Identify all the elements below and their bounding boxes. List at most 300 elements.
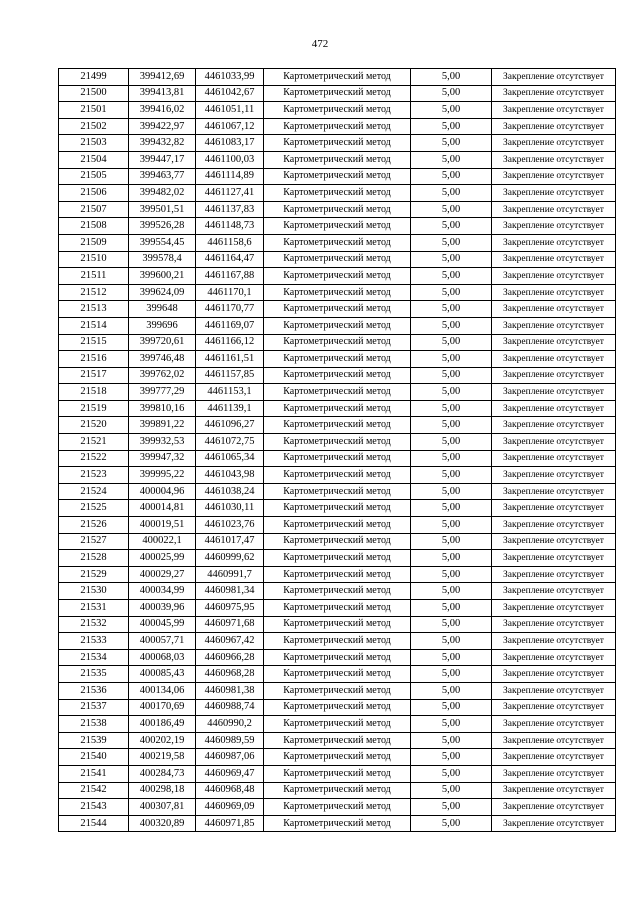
method-cell: Картометрический метод [264, 566, 411, 583]
method-cell: Картометрический метод [264, 583, 411, 600]
precision-cell: 5,00 [411, 699, 492, 716]
method-cell: Картометрический метод [264, 550, 411, 567]
table-row [59, 168, 616, 185]
table-row [59, 483, 616, 500]
x-coordinate-cell: 399578,4 [129, 251, 196, 268]
fixing-cell: Закрепление отсутствует [492, 400, 616, 417]
precision-cell: 5,00 [411, 69, 492, 86]
table-body [59, 69, 616, 832]
y-coordinate-cell: 4460969,47 [196, 765, 264, 782]
method-cell: Картометрический метод [264, 799, 411, 816]
point-number-cell: 21536 [59, 682, 129, 699]
fixing-cell: Закрепление отсутствует [492, 284, 616, 301]
method-cell: Картометрический метод [264, 102, 411, 119]
x-coordinate-cell: 400320,89 [129, 815, 196, 832]
precision-cell: 5,00 [411, 334, 492, 351]
method-cell: Картометрический метод [264, 467, 411, 484]
y-coordinate-cell: 4460966,28 [196, 649, 264, 666]
precision-cell: 5,00 [411, 301, 492, 318]
fixing-cell: Закрепление отсутствует [492, 301, 616, 318]
x-coordinate-cell: 400284,73 [129, 765, 196, 782]
point-number-cell: 21530 [59, 583, 129, 600]
precision-cell: 5,00 [411, 251, 492, 268]
method-cell: Картометрический метод [264, 699, 411, 716]
fixing-cell: Закрепление отсутствует [492, 185, 616, 202]
precision-cell: 5,00 [411, 483, 492, 500]
point-number-cell: 21504 [59, 151, 129, 168]
y-coordinate-cell: 4461033,99 [196, 69, 264, 86]
point-number-cell: 21515 [59, 334, 129, 351]
fixing-cell: Закрепление отсутствует [492, 234, 616, 251]
table-row [59, 185, 616, 202]
x-coordinate-cell: 400186,49 [129, 716, 196, 733]
point-number-cell: 21505 [59, 168, 129, 185]
y-coordinate-cell: 4460968,48 [196, 782, 264, 799]
table-row [59, 732, 616, 749]
y-coordinate-cell: 4461148,73 [196, 218, 264, 235]
y-coordinate-cell: 4460999,62 [196, 550, 264, 567]
precision-cell: 5,00 [411, 351, 492, 368]
point-number-cell: 21544 [59, 815, 129, 832]
method-cell: Картометрический метод [264, 732, 411, 749]
precision-cell: 5,00 [411, 284, 492, 301]
point-number-cell: 21512 [59, 284, 129, 301]
fixing-cell: Закрепление отсутствует [492, 732, 616, 749]
method-cell: Картометрический метод [264, 351, 411, 368]
point-number-cell: 21507 [59, 201, 129, 218]
page-number: 472 [311, 38, 329, 50]
y-coordinate-cell: 4460971,68 [196, 616, 264, 633]
x-coordinate-cell: 399432,82 [129, 135, 196, 152]
method-cell: Картометрический метод [264, 234, 411, 251]
table-row [59, 765, 616, 782]
y-coordinate-cell: 4461067,12 [196, 118, 264, 135]
y-coordinate-cell: 4460968,28 [196, 666, 264, 683]
method-cell: Картометрический метод [264, 218, 411, 235]
precision-cell: 5,00 [411, 517, 492, 534]
method-cell: Картометрический метод [264, 367, 411, 384]
fixing-cell: Закрепление отсутствует [492, 118, 616, 135]
precision-cell: 5,00 [411, 268, 492, 285]
y-coordinate-cell: 4461164,47 [196, 251, 264, 268]
x-coordinate-cell: 400014,81 [129, 500, 196, 517]
precision-cell: 5,00 [411, 732, 492, 749]
y-coordinate-cell: 4461023,76 [196, 517, 264, 534]
point-number-cell: 21522 [59, 450, 129, 467]
point-number-cell: 21499 [59, 69, 129, 86]
x-coordinate-cell: 399995,22 [129, 467, 196, 484]
method-cell: Картометрический метод [264, 251, 411, 268]
fixing-cell: Закрепление отсутствует [492, 467, 616, 484]
table-row [59, 517, 616, 534]
table-row [59, 434, 616, 451]
table-row [59, 384, 616, 401]
point-number-cell: 21543 [59, 799, 129, 816]
precision-cell: 5,00 [411, 467, 492, 484]
fixing-cell: Закрепление отсутствует [492, 517, 616, 534]
precision-cell: 5,00 [411, 616, 492, 633]
table-row [59, 583, 616, 600]
precision-cell: 5,00 [411, 118, 492, 135]
precision-cell: 5,00 [411, 434, 492, 451]
point-number-cell: 21517 [59, 367, 129, 384]
precision-cell: 5,00 [411, 633, 492, 650]
table-row [59, 400, 616, 417]
fixing-cell: Закрепление отсутствует [492, 251, 616, 268]
table-row [59, 782, 616, 799]
table-row [59, 268, 616, 285]
x-coordinate-cell: 400034,99 [129, 583, 196, 600]
x-coordinate-cell: 399932,53 [129, 434, 196, 451]
precision-cell: 5,00 [411, 151, 492, 168]
x-coordinate-cell: 400307,81 [129, 799, 196, 816]
table-row [59, 218, 616, 235]
method-cell: Картометрический метод [264, 384, 411, 401]
point-number-cell: 21513 [59, 301, 129, 318]
y-coordinate-cell: 4461030,11 [196, 500, 264, 517]
x-coordinate-cell: 400029,27 [129, 566, 196, 583]
precision-cell: 5,00 [411, 765, 492, 782]
point-number-cell: 21519 [59, 400, 129, 417]
y-coordinate-cell: 4460967,42 [196, 633, 264, 650]
method-cell: Картометрический метод [264, 815, 411, 832]
fixing-cell: Закрепление отсутствует [492, 500, 616, 517]
point-number-cell: 21502 [59, 118, 129, 135]
fixing-cell: Закрепление отсутствует [492, 633, 616, 650]
table-row [59, 600, 616, 617]
point-number-cell: 21508 [59, 218, 129, 235]
table-row [59, 699, 616, 716]
fixing-cell: Закрепление отсутствует [492, 600, 616, 617]
y-coordinate-cell: 4461100,03 [196, 151, 264, 168]
y-coordinate-cell: 4461038,24 [196, 483, 264, 500]
method-cell: Картометрический метод [264, 69, 411, 86]
point-number-cell: 21510 [59, 251, 129, 268]
table-row [59, 533, 616, 550]
y-coordinate-cell: 4460971,85 [196, 815, 264, 832]
y-coordinate-cell: 4461017,47 [196, 533, 264, 550]
precision-cell: 5,00 [411, 450, 492, 467]
fixing-cell: Закрепление отсутствует [492, 699, 616, 716]
table-row [59, 234, 616, 251]
precision-cell: 5,00 [411, 400, 492, 417]
y-coordinate-cell: 4461127,41 [196, 185, 264, 202]
method-cell: Картометрический метод [264, 682, 411, 699]
x-coordinate-cell: 399482,02 [129, 185, 196, 202]
method-cell: Картометрический метод [264, 135, 411, 152]
point-number-cell: 21539 [59, 732, 129, 749]
x-coordinate-cell: 399947,32 [129, 450, 196, 467]
point-number-cell: 21509 [59, 234, 129, 251]
x-coordinate-cell: 400045,99 [129, 616, 196, 633]
precision-cell: 5,00 [411, 782, 492, 799]
x-coordinate-cell: 400085,43 [129, 666, 196, 683]
table-row [59, 334, 616, 351]
x-coordinate-cell: 399413,81 [129, 85, 196, 102]
point-number-cell: 21525 [59, 500, 129, 517]
point-number-cell: 21542 [59, 782, 129, 799]
y-coordinate-cell: 4461167,88 [196, 268, 264, 285]
point-number-cell: 21538 [59, 716, 129, 733]
y-coordinate-cell: 4461114,89 [196, 168, 264, 185]
table-row [59, 566, 616, 583]
precision-cell: 5,00 [411, 550, 492, 567]
table-row [59, 151, 616, 168]
method-cell: Картометрический метод [264, 417, 411, 434]
y-coordinate-cell: 4461170,77 [196, 301, 264, 318]
point-number-cell: 21535 [59, 666, 129, 683]
x-coordinate-cell: 400057,71 [129, 633, 196, 650]
fixing-cell: Закрепление отсутствует [492, 417, 616, 434]
fixing-cell: Закрепление отсутствует [492, 799, 616, 816]
fixing-cell: Закрепление отсутствует [492, 351, 616, 368]
y-coordinate-cell: 4460981,38 [196, 682, 264, 699]
x-coordinate-cell: 399422,97 [129, 118, 196, 135]
fixing-cell: Закрепление отсутствует [492, 716, 616, 733]
y-coordinate-cell: 4461170,1 [196, 284, 264, 301]
x-coordinate-cell: 399501,51 [129, 201, 196, 218]
table-row [59, 649, 616, 666]
table-row [59, 467, 616, 484]
table-row [59, 118, 616, 135]
method-cell: Картометрический метод [264, 434, 411, 451]
x-coordinate-cell: 399891,22 [129, 417, 196, 434]
method-cell: Картометрический метод [264, 168, 411, 185]
precision-cell: 5,00 [411, 417, 492, 434]
method-cell: Картометрический метод [264, 201, 411, 218]
fixing-cell: Закрепление отсутствует [492, 815, 616, 832]
fixing-cell: Закрепление отсутствует [492, 782, 616, 799]
method-cell: Картометрический метод [264, 533, 411, 550]
precision-cell: 5,00 [411, 749, 492, 766]
y-coordinate-cell: 4460975,95 [196, 600, 264, 617]
y-coordinate-cell: 4461096,27 [196, 417, 264, 434]
point-number-cell: 21534 [59, 649, 129, 666]
coordinates-table [58, 68, 616, 832]
fixing-cell: Закрепление отсутствует [492, 483, 616, 500]
fixing-cell: Закрепление отсутствует [492, 450, 616, 467]
table-row [59, 317, 616, 334]
method-cell: Картометрический метод [264, 500, 411, 517]
table-row [59, 69, 616, 86]
method-cell: Картометрический метод [264, 317, 411, 334]
precision-cell: 5,00 [411, 566, 492, 583]
y-coordinate-cell: 4461072,75 [196, 434, 264, 451]
fixing-cell: Закрепление отсутствует [492, 151, 616, 168]
point-number-cell: 21516 [59, 351, 129, 368]
table-row [59, 450, 616, 467]
y-coordinate-cell: 4461051,11 [196, 102, 264, 119]
table-row [59, 550, 616, 567]
precision-cell: 5,00 [411, 716, 492, 733]
y-coordinate-cell: 4461157,85 [196, 367, 264, 384]
fixing-cell: Закрепление отсутствует [492, 69, 616, 86]
fixing-cell: Закрепление отсутствует [492, 384, 616, 401]
y-coordinate-cell: 4461137,83 [196, 201, 264, 218]
y-coordinate-cell: 4460991,7 [196, 566, 264, 583]
precision-cell: 5,00 [411, 682, 492, 699]
precision-cell: 5,00 [411, 85, 492, 102]
method-cell: Картометрический метод [264, 517, 411, 534]
precision-cell: 5,00 [411, 666, 492, 683]
precision-cell: 5,00 [411, 815, 492, 832]
fixing-cell: Закрепление отсутствует [492, 666, 616, 683]
x-coordinate-cell: 399746,48 [129, 351, 196, 368]
x-coordinate-cell: 400039,96 [129, 600, 196, 617]
table-row [59, 351, 616, 368]
point-number-cell: 21501 [59, 102, 129, 119]
point-number-cell: 21540 [59, 749, 129, 766]
table-row [59, 85, 616, 102]
y-coordinate-cell: 4461083,17 [196, 135, 264, 152]
fixing-cell: Закрепление отсутствует [492, 334, 616, 351]
method-cell: Картометрический метод [264, 185, 411, 202]
fixing-cell: Закрепление отсутствует [492, 682, 616, 699]
table-row [59, 666, 616, 683]
x-coordinate-cell: 399777,29 [129, 384, 196, 401]
method-cell: Картометрический метод [264, 649, 411, 666]
precision-cell: 5,00 [411, 384, 492, 401]
x-coordinate-cell: 400022,1 [129, 533, 196, 550]
method-cell: Картометрический метод [264, 616, 411, 633]
point-number-cell: 21523 [59, 467, 129, 484]
table-row [59, 135, 616, 152]
y-coordinate-cell: 4460988,74 [196, 699, 264, 716]
precision-cell: 5,00 [411, 583, 492, 600]
x-coordinate-cell: 400068,03 [129, 649, 196, 666]
point-number-cell: 21527 [59, 533, 129, 550]
fixing-cell: Закрепление отсутствует [492, 317, 616, 334]
table-row [59, 102, 616, 119]
y-coordinate-cell: 4461043,98 [196, 467, 264, 484]
x-coordinate-cell: 399447,17 [129, 151, 196, 168]
y-coordinate-cell: 4461161,51 [196, 351, 264, 368]
point-number-cell: 21531 [59, 600, 129, 617]
y-coordinate-cell: 4461139,1 [196, 400, 264, 417]
fixing-cell: Закрепление отсутствует [492, 765, 616, 782]
method-cell: Картометрический метод [264, 666, 411, 683]
x-coordinate-cell: 399554,45 [129, 234, 196, 251]
y-coordinate-cell: 4461065,34 [196, 450, 264, 467]
point-number-cell: 21503 [59, 135, 129, 152]
x-coordinate-cell: 400004,96 [129, 483, 196, 500]
y-coordinate-cell: 4460987,06 [196, 749, 264, 766]
precision-cell: 5,00 [411, 533, 492, 550]
table-row [59, 799, 616, 816]
point-number-cell: 21526 [59, 517, 129, 534]
method-cell: Картометрический метод [264, 85, 411, 102]
table-row [59, 417, 616, 434]
point-number-cell: 21500 [59, 85, 129, 102]
point-number-cell: 21518 [59, 384, 129, 401]
method-cell: Картометрический метод [264, 600, 411, 617]
precision-cell: 5,00 [411, 799, 492, 816]
fixing-cell: Закрепление отсутствует [492, 268, 616, 285]
method-cell: Картометрический метод [264, 301, 411, 318]
point-number-cell: 21537 [59, 699, 129, 716]
y-coordinate-cell: 4461042,67 [196, 85, 264, 102]
y-coordinate-cell: 4460981,34 [196, 583, 264, 600]
precision-cell: 5,00 [411, 317, 492, 334]
fixing-cell: Закрепление отсутствует [492, 749, 616, 766]
fixing-cell: Закрепление отсутствует [492, 583, 616, 600]
method-cell: Картометрический метод [264, 782, 411, 799]
point-number-cell: 21521 [59, 434, 129, 451]
fixing-cell: Закрепление отсутствует [492, 168, 616, 185]
fixing-cell: Закрепление отсутствует [492, 218, 616, 235]
x-coordinate-cell: 399416,02 [129, 102, 196, 119]
x-coordinate-cell: 399600,21 [129, 268, 196, 285]
table-row [59, 251, 616, 268]
fixing-cell: Закрепление отсутствует [492, 367, 616, 384]
method-cell: Картометрический метод [264, 268, 411, 285]
point-number-cell: 21524 [59, 483, 129, 500]
precision-cell: 5,00 [411, 102, 492, 119]
x-coordinate-cell: 399463,77 [129, 168, 196, 185]
precision-cell: 5,00 [411, 185, 492, 202]
table-row [59, 367, 616, 384]
precision-cell: 5,00 [411, 500, 492, 517]
x-coordinate-cell: 400298,18 [129, 782, 196, 799]
method-cell: Картометрический метод [264, 334, 411, 351]
table-row [59, 749, 616, 766]
table-row [59, 284, 616, 301]
fixing-cell: Закрепление отсутствует [492, 85, 616, 102]
point-number-cell: 21511 [59, 268, 129, 285]
precision-cell: 5,00 [411, 201, 492, 218]
x-coordinate-cell: 399720,61 [129, 334, 196, 351]
point-number-cell: 21532 [59, 616, 129, 633]
table-row [59, 716, 616, 733]
precision-cell: 5,00 [411, 218, 492, 235]
method-cell: Картометрический метод [264, 716, 411, 733]
x-coordinate-cell: 399526,28 [129, 218, 196, 235]
point-number-cell: 21529 [59, 566, 129, 583]
point-number-cell: 21533 [59, 633, 129, 650]
y-coordinate-cell: 4460990,2 [196, 716, 264, 733]
precision-cell: 5,00 [411, 649, 492, 666]
precision-cell: 5,00 [411, 168, 492, 185]
y-coordinate-cell: 4460989,59 [196, 732, 264, 749]
x-coordinate-cell: 400134,06 [129, 682, 196, 699]
precision-cell: 5,00 [411, 367, 492, 384]
x-coordinate-cell: 399624,09 [129, 284, 196, 301]
fixing-cell: Закрепление отсутствует [492, 616, 616, 633]
table-row [59, 815, 616, 832]
x-coordinate-cell: 400219,58 [129, 749, 196, 766]
method-cell: Картометрический метод [264, 749, 411, 766]
point-number-cell: 21541 [59, 765, 129, 782]
table-row [59, 633, 616, 650]
method-cell: Картометрический метод [264, 118, 411, 135]
y-coordinate-cell: 4461166,12 [196, 334, 264, 351]
fixing-cell: Закрепление отсутствует [492, 135, 616, 152]
method-cell: Картометрический метод [264, 483, 411, 500]
table-row [59, 500, 616, 517]
y-coordinate-cell: 4461153,1 [196, 384, 264, 401]
x-coordinate-cell: 400202,19 [129, 732, 196, 749]
table-row [59, 616, 616, 633]
precision-cell: 5,00 [411, 600, 492, 617]
x-coordinate-cell: 399648 [129, 301, 196, 318]
fixing-cell: Закрепление отсутствует [492, 566, 616, 583]
fixing-cell: Закрепление отсутствует [492, 102, 616, 119]
fixing-cell: Закрепление отсутствует [492, 649, 616, 666]
method-cell: Картометрический метод [264, 450, 411, 467]
method-cell: Картометрический метод [264, 633, 411, 650]
fixing-cell: Закрепление отсутствует [492, 533, 616, 550]
fixing-cell: Закрепление отсутствует [492, 201, 616, 218]
